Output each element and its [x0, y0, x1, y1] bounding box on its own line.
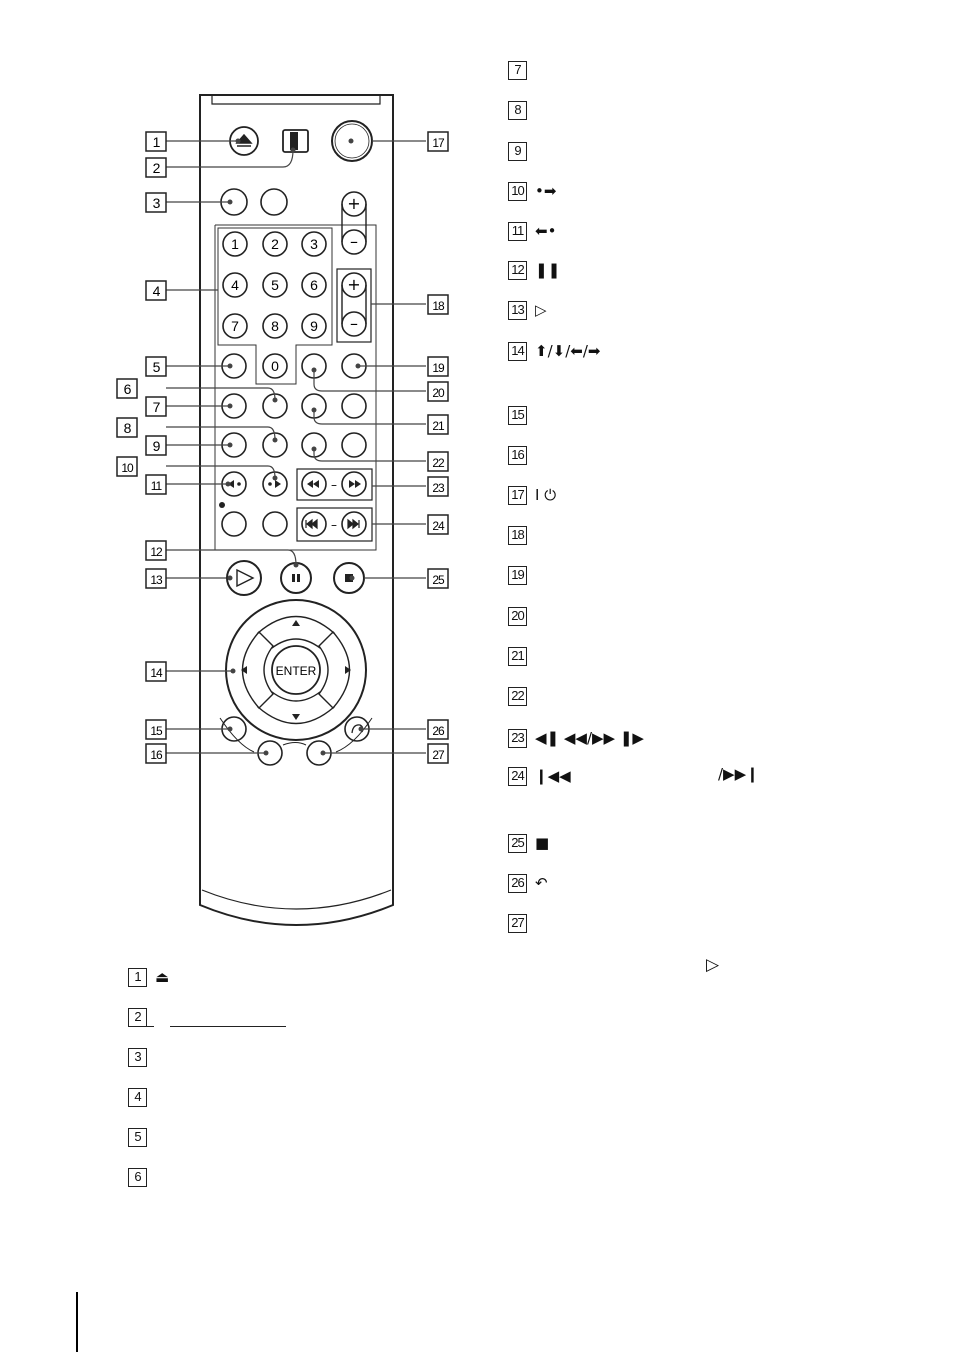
callout-14 [146, 662, 166, 681]
legend-item-14 [508, 340, 600, 362]
svg-text:25: 25 [432, 573, 444, 587]
svg-text:24: 24 [432, 519, 444, 533]
number-key-9[interactable] [302, 314, 326, 338]
svg-text:23: 23 [432, 481, 444, 495]
number-key-label: 2 [271, 236, 279, 252]
svg-text:27: 27 [432, 748, 444, 762]
legend-number: 14 [508, 342, 527, 361]
callout-7 [146, 397, 166, 416]
svg-text:5: 5 [152, 359, 160, 375]
legend-number: 10 [508, 182, 527, 201]
svg-text:–: – [331, 478, 337, 492]
scan-group[interactable] [297, 469, 372, 500]
callout-1 [146, 132, 166, 151]
callout-16 [146, 744, 166, 763]
legend-number: 26 [508, 874, 527, 893]
number-key-6[interactable] [302, 273, 326, 297]
legend-item-24 [508, 765, 571, 787]
legend-number: 18 [508, 526, 527, 545]
svg-text:15: 15 [150, 724, 162, 738]
svg-text:–: – [331, 518, 337, 532]
legend-number: 8 [508, 101, 527, 120]
number-key-label: 8 [271, 318, 279, 334]
number-key-2[interactable] [263, 232, 287, 256]
legend-number: 3 [128, 1048, 147, 1067]
legend-number: 11 [508, 222, 527, 241]
callout-15 [146, 720, 166, 739]
svg-text:19: 19 [432, 361, 444, 375]
number-key-label: 6 [310, 277, 318, 293]
minus-sign: – [350, 232, 358, 251]
callout-11 [146, 475, 166, 494]
svg-text:6: 6 [123, 381, 131, 397]
callout-8 [117, 418, 137, 437]
rec-dot [219, 502, 225, 508]
number-key-label: 3 [310, 236, 318, 252]
svg-text:3: 3 [152, 195, 160, 211]
legend-symbol: ↶ [535, 874, 548, 892]
legend-item-19 [508, 564, 527, 586]
legend-item-16 [508, 444, 527, 466]
legend-item-9 [508, 140, 527, 162]
svg-text:7: 7 [152, 399, 160, 415]
legend-item-18 [508, 524, 527, 546]
legend-item-11 [508, 220, 556, 242]
blank-line-long [170, 1026, 286, 1027]
legend-item-27 [508, 912, 527, 934]
minus-sign: – [350, 314, 358, 333]
callout-18 [428, 295, 448, 314]
legend-number: 23 [508, 729, 527, 748]
legend-number: 27 [508, 914, 527, 933]
legend-number: 5 [128, 1128, 147, 1147]
legend-item-25 [508, 832, 549, 854]
legend-item-7 [508, 59, 527, 81]
svg-text:13: 13 [150, 573, 162, 587]
legend-number: 12 [508, 261, 527, 280]
legend-symbol: ❙◀◀ [535, 767, 571, 785]
svg-text:21: 21 [432, 419, 444, 433]
skip-group[interactable] [297, 508, 372, 541]
legend-item-6 [128, 1166, 147, 1188]
callout-13 [146, 569, 166, 588]
legend-item-8 [508, 99, 527, 121]
legend-symbol: •➡ [535, 182, 557, 200]
legend-symbol: ⏏ [155, 968, 170, 986]
number-key-label: 5 [271, 277, 279, 293]
legend-symbol: ▷ [535, 301, 547, 319]
legend-number: 21 [508, 647, 527, 666]
play-note-symbol: ▷ [706, 955, 720, 975]
legend-number: 20 [508, 607, 527, 626]
svg-text:1: 1 [152, 134, 160, 150]
legend-symbol: ⬅• [535, 222, 557, 240]
button-rec[interactable] [222, 512, 246, 536]
item24-tail: /▶▶❙ [718, 765, 759, 783]
number-key-7[interactable] [223, 314, 247, 338]
legend-item-20 [508, 605, 527, 627]
svg-text:10: 10 [121, 461, 133, 475]
svg-text:17: 17 [432, 136, 444, 150]
callout-25 [428, 569, 448, 588]
callout-23 [428, 477, 448, 496]
number-key-label: 1 [231, 236, 239, 252]
callout-5 [146, 357, 166, 376]
button-r4[interactable] [342, 394, 366, 418]
legend-number: 15 [508, 406, 527, 425]
callout-4 [146, 281, 166, 300]
legend-item-3 [128, 1046, 147, 1068]
number-key-label: 9 [310, 318, 318, 334]
number-key-0[interactable] [263, 354, 287, 378]
legend-item-10 [508, 180, 556, 202]
legend-item-17 [508, 484, 556, 506]
legend-item-1 [128, 966, 169, 988]
blank-line-short [128, 1026, 154, 1027]
legend-item-21 [508, 645, 527, 667]
legend-number: 25 [508, 834, 527, 853]
callout-26 [428, 720, 448, 739]
legend-number: 13 [508, 301, 527, 320]
number-key-4[interactable] [223, 273, 247, 297]
legend-item-26 [508, 872, 548, 894]
svg-text:4: 4 [152, 283, 160, 299]
legend-number: 16 [508, 446, 527, 465]
legend-number: 4 [128, 1088, 147, 1107]
callout-22 [428, 452, 448, 471]
callout-24 [428, 515, 448, 534]
callout-9 [146, 436, 166, 455]
svg-text:22: 22 [432, 456, 444, 470]
button-r6[interactable] [263, 512, 287, 536]
svg-text:11: 11 [150, 479, 162, 493]
svg-text:18: 18 [432, 299, 444, 313]
legend-item-4 [128, 1086, 147, 1108]
margin-rule [76, 1292, 78, 1352]
legend-number: 9 [508, 142, 527, 161]
legend-item-12 [508, 259, 560, 281]
legend-symbol: ❚❚ [535, 261, 561, 279]
legend-number: 19 [508, 566, 527, 585]
number-key-label: 7 [231, 318, 239, 334]
callout-20 [428, 382, 448, 401]
number-key-1[interactable] [223, 232, 247, 256]
legend-symbol: ⬆/⬇/⬅/➡ [535, 342, 601, 360]
callout-2 [146, 158, 166, 177]
number-key-5[interactable] [263, 273, 287, 297]
svg-text:9: 9 [152, 438, 160, 454]
svg-text:12: 12 [150, 545, 162, 559]
legend-number: 24 [508, 767, 527, 786]
mode-switch[interactable] [283, 130, 308, 152]
callout-12 [146, 541, 166, 560]
callout-27 [428, 744, 448, 763]
button-r5[interactable] [342, 433, 366, 457]
svg-text:16: 16 [150, 748, 162, 762]
callout-21 [428, 415, 448, 434]
number-key-8[interactable] [263, 314, 287, 338]
svg-text:20: 20 [432, 386, 444, 400]
legend-symbol: ◀❚ ◀◀/▶▶ ❚▶ [535, 729, 644, 747]
number-key-label: 4 [231, 277, 239, 293]
svg-text:ENTER: ENTER [275, 664, 317, 678]
legend-item-2 [128, 1006, 147, 1028]
number-key-label: 0 [271, 358, 279, 374]
button-3b[interactable] [261, 189, 287, 215]
legend-symbol: ■ [535, 834, 550, 852]
legend-number: 1 [128, 968, 147, 987]
legend-number: 7 [508, 61, 527, 80]
plus-sign: + [347, 194, 361, 213]
callout-19 [428, 357, 448, 376]
plus-sign: + [347, 275, 361, 294]
enter-button[interactable] [272, 646, 320, 694]
legend-number: 2 [128, 1008, 147, 1027]
callout-10 [117, 457, 137, 476]
legend-number: 6 [128, 1168, 147, 1187]
number-key-3[interactable] [302, 232, 326, 256]
legend-item-13 [508, 299, 547, 321]
legend-number: 17 [508, 486, 527, 505]
callout-3 [146, 193, 166, 212]
svg-text:2: 2 [152, 160, 160, 176]
stop-button[interactable] [334, 563, 364, 593]
legend-item-15 [508, 404, 527, 426]
callout-17 [428, 132, 448, 151]
svg-text:26: 26 [432, 724, 444, 738]
legend-item-23 [508, 727, 644, 749]
legend-item-5 [128, 1126, 147, 1148]
legend-symbol: I ⏻ [535, 486, 557, 504]
callout-6 [117, 379, 137, 398]
svg-text:8: 8 [123, 420, 131, 436]
legend-item-22 [508, 685, 527, 707]
legend-number: 22 [508, 687, 527, 706]
svg-text:14: 14 [150, 666, 162, 680]
